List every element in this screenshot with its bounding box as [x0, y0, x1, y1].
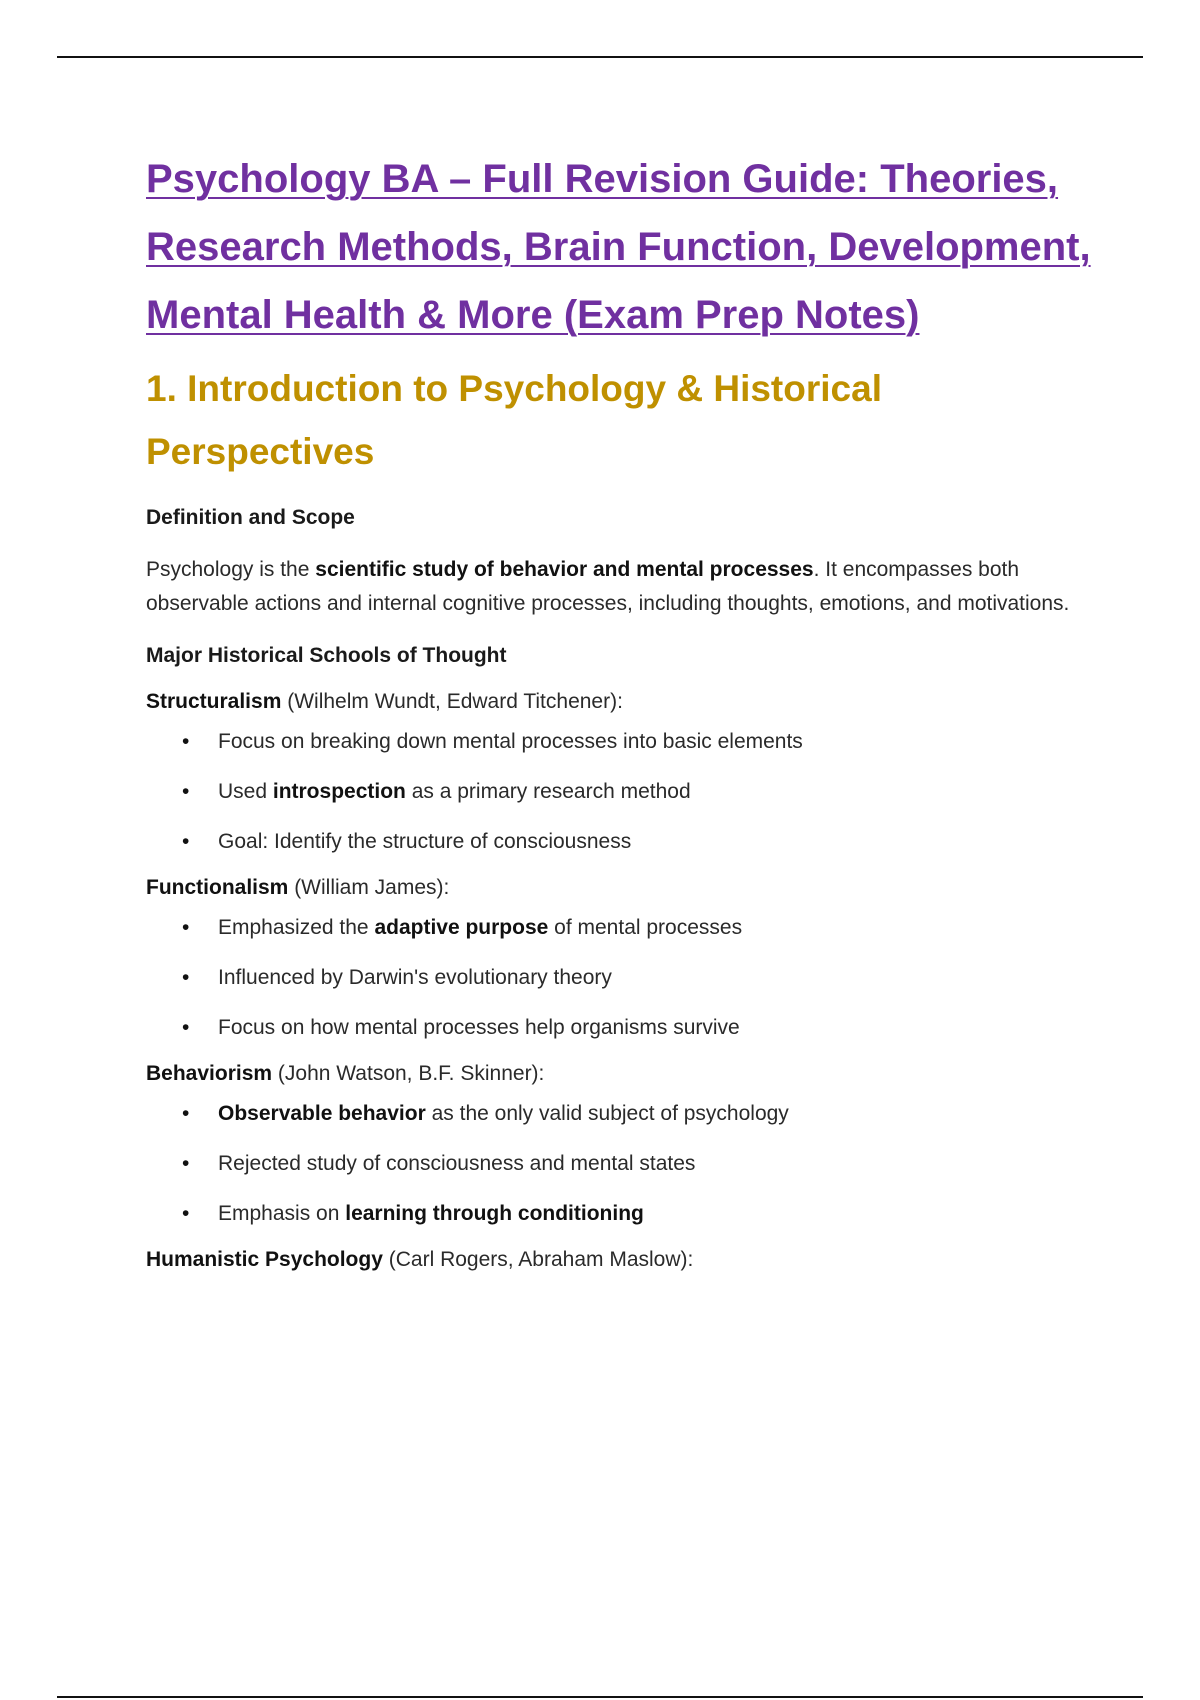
list-item	[146, 1099, 1106, 1129]
item-text: Focus on how mental processes help organisms survive	[218, 1016, 740, 1039]
bullet-icon: •	[182, 1202, 190, 1225]
definition-text-start: Psychology is the	[146, 558, 316, 581]
document-title: Psychology BA – Full Revision Guide: Theories, Research Methods, Brain Function, Development, Mental Health & More (Exam Prep Notes)	[146, 157, 1091, 337]
list-item	[146, 777, 1106, 807]
item-text: Focus on breaking down mental processes into basic elements	[218, 730, 803, 753]
item-text: Goal: Identify the structure of consciousness	[218, 830, 632, 853]
school-name: Functionalism	[146, 876, 289, 899]
schools-heading: Major Historical Schools of Thought	[146, 644, 507, 667]
definition-text-end: . It encompasses both observable actions and internal cognitive processes, including thoughts, emotions, and motivations.	[146, 558, 1070, 615]
bullet-icon: •	[182, 730, 190, 753]
item-text: Emphasis on	[218, 1202, 346, 1225]
bullet-icon: •	[182, 916, 190, 939]
item-bold: adaptive purpose	[374, 916, 549, 939]
bullet-icon: •	[182, 966, 190, 989]
item-text: Rejected study of consciousness and mental states	[218, 1152, 696, 1175]
definition-key-phrase: scientific study of behavior and mental processes	[315, 558, 814, 581]
definition-heading: Definition and Scope	[146, 506, 355, 529]
school-people: (William James):	[288, 876, 450, 899]
list-item	[146, 1013, 1106, 1043]
item-bold: introspection	[272, 780, 406, 803]
item-bold: learning through conditioning	[345, 1202, 644, 1225]
list-item	[146, 727, 1106, 757]
school-people: (Carl Rogers, Abraham Maslow):	[382, 1248, 694, 1271]
item-text: Influenced by Darwin's evolutionary theory	[218, 966, 612, 989]
bullet-icon: •	[182, 1102, 190, 1125]
school-people: (Wilhelm Wundt, Edward Titchener):	[281, 690, 623, 713]
school-name: Structuralism	[146, 690, 282, 713]
list-item	[146, 963, 1106, 993]
school-people: (John Watson, B.F. Skinner):	[272, 1062, 545, 1085]
functionalism-list	[146, 913, 1106, 1043]
bullet-icon: •	[182, 1152, 190, 1175]
definition-paragraph	[146, 553, 1106, 621]
school-name: Humanistic Psychology	[146, 1248, 383, 1271]
item-bold: Observable behavior	[218, 1102, 426, 1125]
structuralism-list	[146, 727, 1106, 857]
bullet-icon: •	[182, 1016, 190, 1039]
bullet-icon: •	[182, 780, 190, 803]
list-item	[146, 913, 1106, 943]
item-text-end: of mental processes	[548, 916, 743, 939]
item-text: Used	[218, 780, 273, 803]
section-heading: 1. Introduction to Psychology & Historical Perspectives	[146, 368, 882, 472]
school-structuralism	[146, 687, 1106, 717]
school-functionalism	[146, 873, 1106, 903]
page-bottom-rule	[57, 1696, 1143, 1698]
document-body	[146, 145, 1106, 1275]
item-text-end: as a primary research method	[405, 780, 691, 803]
list-item	[146, 1149, 1106, 1179]
item-text-end: as the only valid subject of psychology	[425, 1102, 789, 1125]
school-humanistic	[146, 1245, 1106, 1275]
list-item	[146, 827, 1106, 857]
list-item	[146, 1199, 1106, 1229]
school-behaviorism	[146, 1059, 1106, 1089]
item-text: Emphasized the	[218, 916, 375, 939]
page-top-rule	[57, 56, 1143, 58]
school-name: Behaviorism	[146, 1062, 273, 1085]
behaviorism-list	[146, 1099, 1106, 1229]
bullet-icon: •	[182, 830, 190, 853]
